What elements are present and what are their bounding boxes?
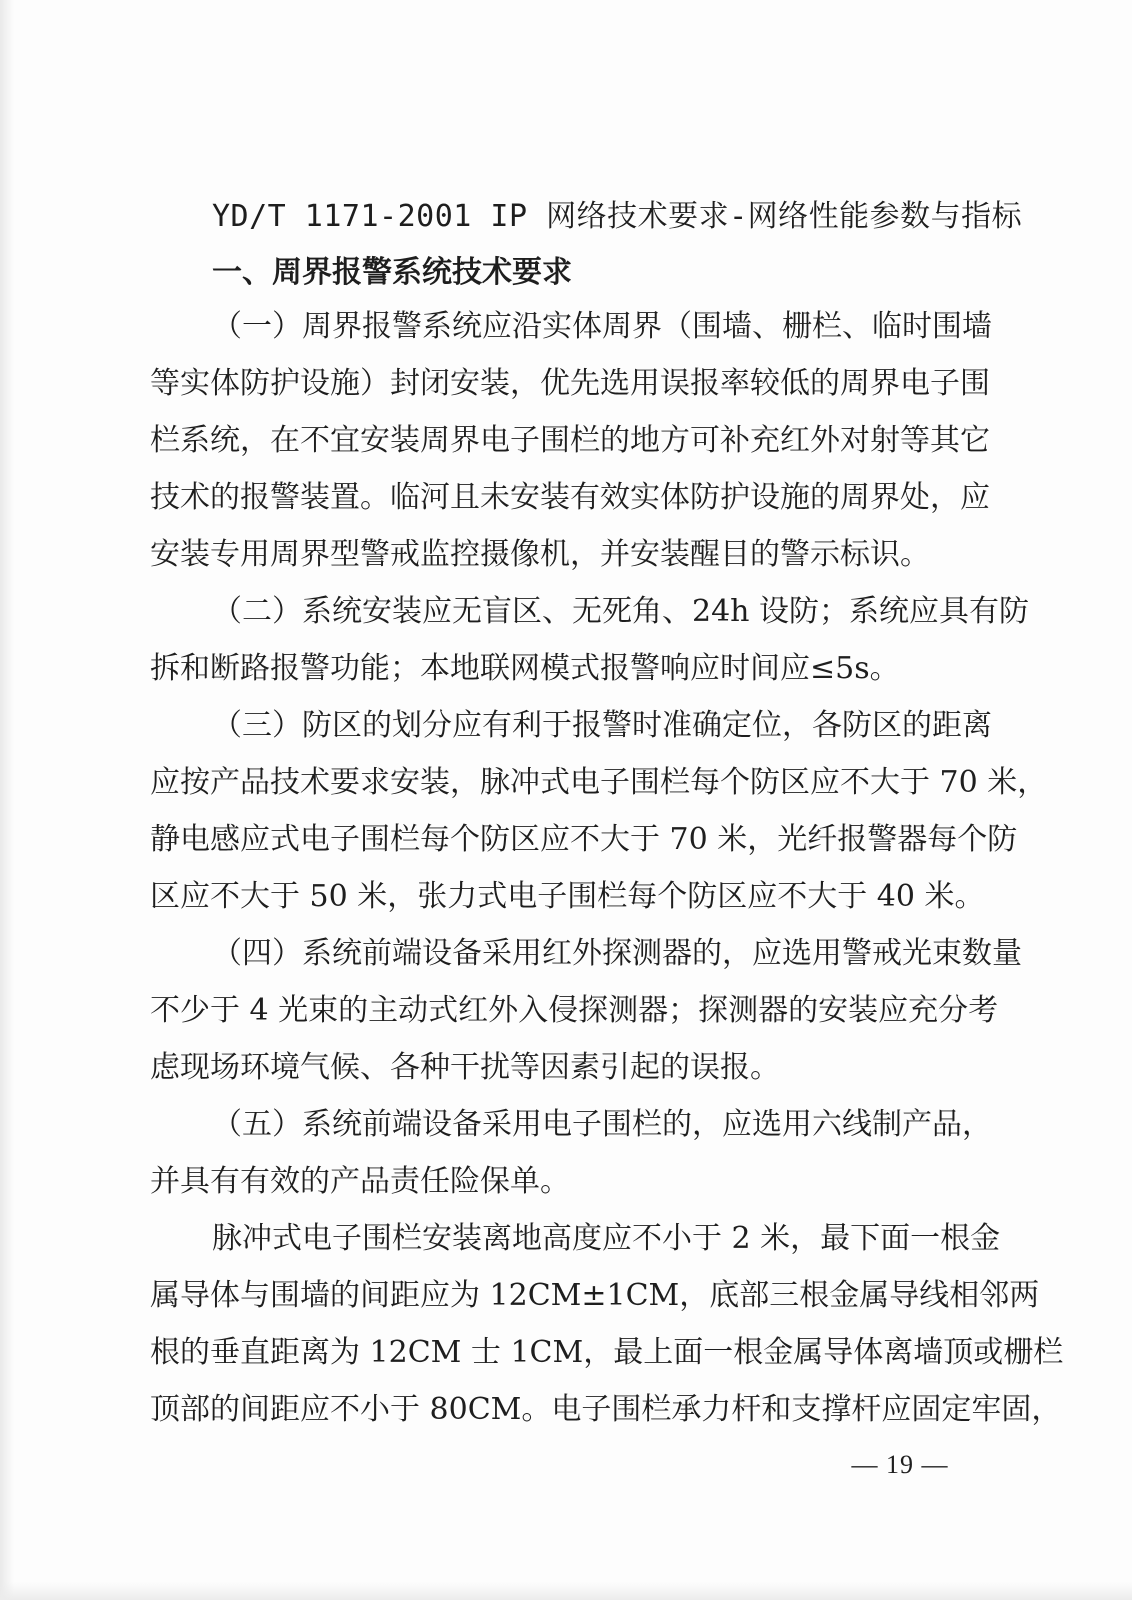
paragraph-line: 等实体防护设施）封闭安装，优先选用误报率较低的周界电子围: [150, 366, 990, 401]
paragraph-line: 虑现场环境气候、各种干扰等因素引起的误报。: [150, 1050, 780, 1085]
paragraph-line: 不少于 4 光束的主动式红外入侵探测器；探测器的安装应充分考: [150, 993, 999, 1028]
paragraph-line: 安装专用周界型警戒监控摄像机，并安装醒目的警示标识。: [150, 537, 930, 572]
paragraph-line: 应按产品技术要求安装，脉冲式电子围栏每个防区应不大于 70 米，: [150, 765, 1048, 800]
paragraph-line: （一）周界报警系统应沿实体周界（围墙、栅栏、临时围墙: [212, 309, 992, 344]
paragraph-line: 技术的报警装置。临河且未安装有效实体防护设施的周界处，应: [150, 480, 990, 515]
paragraph-line: （三）防区的划分应有利于报警时准确定位，各防区的距离: [212, 708, 992, 743]
standard-reference: YD/T 1171-2001 IP 网络技术要求-网络性能参数与指标: [212, 199, 1023, 234]
paragraph-line: 栏系统，在不宜安装周界电子围栏的地方可补充红外对射等其它: [150, 423, 990, 458]
paragraph-line: 顶部的间距应不小于 80CM。电子围栏承力杆和支撑杆应固定牢固，: [150, 1392, 1062, 1427]
scan-edge-left: [0, 0, 14, 1600]
paragraph-line: （二）系统安装应无盲区、无死角、24h 设防；系统应具有防: [212, 594, 1030, 629]
paragraph-line: 并具有有效的产品责任险保单。: [150, 1164, 570, 1199]
paragraph-line: 根的垂直距离为 12CM 士 1CM，最上面一根金属导体离墙顶或栅栏: [150, 1335, 1064, 1370]
scan-edge-bottom: [0, 1582, 1132, 1600]
paragraph-line: 属导体与围墙的间距应为 12CM±1CM，底部三根金属导线相邻两: [150, 1278, 1040, 1313]
paragraph-line: （四）系统前端设备采用红外探测器的，应选用警戒光束数量: [212, 936, 1022, 971]
paragraph-line: （五）系统前端设备采用电子围栏的，应选用六线制产品，: [212, 1107, 992, 1142]
page-number: — 19 —: [851, 1450, 949, 1479]
paragraph-line: 拆和断路报警功能；本地联网模式报警响应时间应≤5s。: [150, 651, 900, 686]
paragraph-line: 区应不大于 50 米，张力式电子围栏每个防区应不大于 40 米。: [150, 879, 985, 914]
section-heading: 一、周界报警系统技术要求: [212, 255, 572, 290]
paragraph-line: 静电感应式电子围栏每个防区应不大于 70 米，光纤报警器每个防: [150, 822, 1018, 857]
paragraph-line: 脉冲式电子围栏安装离地高度应不小于 2 米，最下面一根金: [212, 1221, 1001, 1256]
